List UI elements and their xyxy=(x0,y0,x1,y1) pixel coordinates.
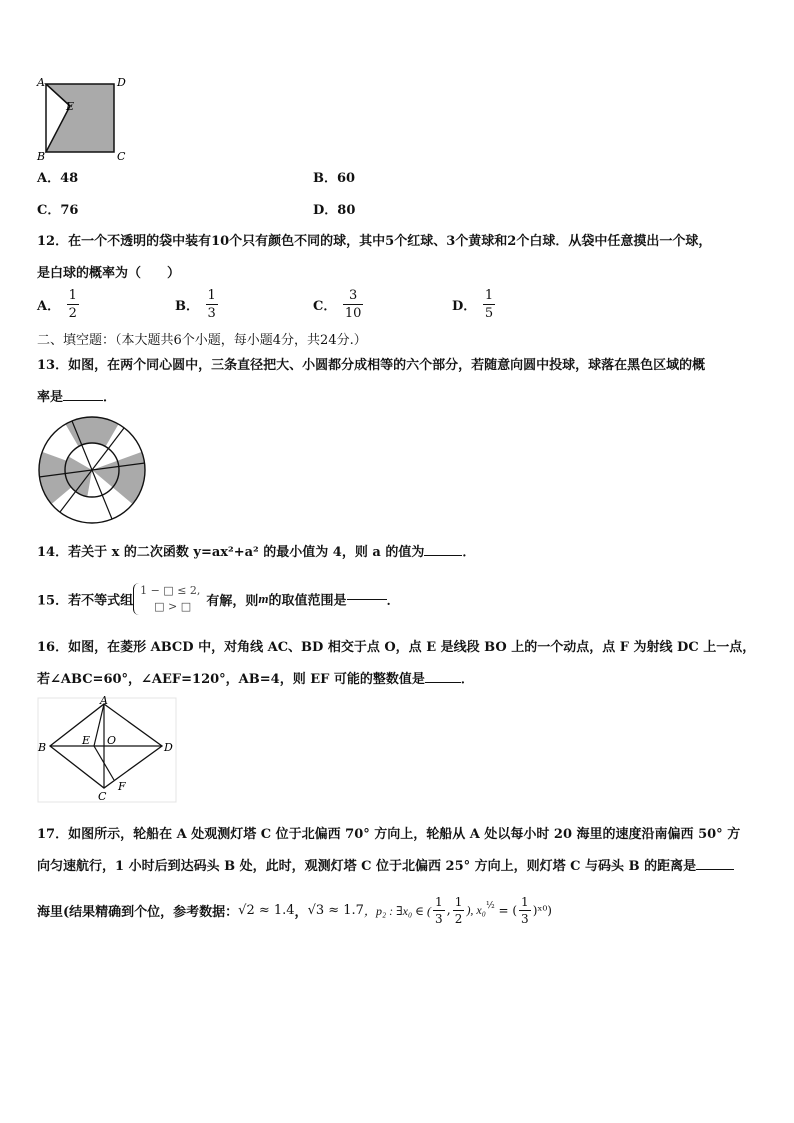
q11-label-a: A xyxy=(37,76,45,89)
q11-option-b xyxy=(313,167,355,186)
q16-text-line2-end: ． xyxy=(460,672,474,687)
q11-option-c-letter: C． xyxy=(37,203,61,218)
q12-option-a-num: 1 xyxy=(68,288,77,303)
q11-label-b: B xyxy=(37,150,46,163)
q16-text-line2 xyxy=(37,668,474,687)
q11-label-e: E xyxy=(66,100,75,113)
q12-option-d-fraction xyxy=(483,289,495,320)
q12-option-c xyxy=(313,289,365,320)
q17-fraction-1 xyxy=(433,896,445,925)
q16-label-c: C xyxy=(98,790,107,803)
q13-text-line1: 13．如图，在两个同心圆中，三条直径把大、小圆都分成相等的六个部分，若随意向圆中投球，球落在黑色区域的概 xyxy=(37,358,706,373)
q13-answer-blank xyxy=(63,400,103,401)
q11-option-a-value: 48 xyxy=(60,171,79,186)
q12-option-a-letter: A． xyxy=(37,299,61,314)
q16-label-f: F xyxy=(118,780,126,793)
q16-text-line1: 16．如图，在菱形 ABCD 中，对角线 AC、BD 相交于点 O，点 E 是线段 BO 上的一个动点，点 F 为射线 DC 上一点， xyxy=(37,640,756,655)
q17-fraction-3-num: 1 xyxy=(521,895,529,909)
q15-inequality-row2: □ > □ xyxy=(154,600,192,613)
q17-fraction-2-num: 1 xyxy=(454,895,463,909)
q17-line3-lead: 海里(结果精确到个位，参考数据： xyxy=(37,905,239,920)
q11-option-b-value: 60 xyxy=(337,171,356,186)
q17-sqrt2: √2 ≈ 1.4 xyxy=(238,903,295,918)
q14-text-end: ． xyxy=(462,545,476,560)
q13-figure xyxy=(34,414,150,526)
q17-fraction-1-den: 3 xyxy=(435,912,443,926)
q12-option-d xyxy=(452,289,497,320)
q17-fraction-3-den: 3 xyxy=(521,912,529,926)
q17-p2-lead: ，p₂ : ∃x₀ ∈ ( xyxy=(363,904,432,918)
q12-option-d-letter: D． xyxy=(452,299,477,314)
q12-option-a xyxy=(37,289,81,320)
q16-figure xyxy=(34,694,180,806)
q15-prefix: 15．若不等式组 xyxy=(37,593,134,609)
q11-figure xyxy=(34,76,134,164)
q12-text-line2: 是白球的概率为（ ） xyxy=(37,266,181,281)
q11-option-d-letter: D． xyxy=(313,203,338,218)
section-2-heading: 二、填空题：（本大题共6个小题，每小题4分，共24分.） xyxy=(37,333,367,348)
q12-option-b-fraction xyxy=(206,289,218,320)
q17-sqrt3: √3 ≈ 1.7 xyxy=(307,903,364,918)
q11-label-c: C xyxy=(117,150,126,163)
q17-separator: ， xyxy=(294,905,308,920)
q17-text-line3 xyxy=(37,896,552,925)
q12-option-b-den: 3 xyxy=(207,306,216,321)
q16-label-o: O xyxy=(107,734,117,747)
q16-answer-blank xyxy=(425,682,461,683)
q13-outer-shaded-sector-1 xyxy=(66,417,119,447)
q15-inequality-row1: 1 − □ ≤ 2, xyxy=(140,584,201,597)
q17-p2-mid: ), x₀ xyxy=(466,903,486,917)
q12-option-a-den: 2 xyxy=(68,306,77,321)
q12-option-d-den: 5 xyxy=(484,306,494,321)
q12-option-c-letter: C． xyxy=(313,299,337,314)
q13-text-line2-lead: 率是 xyxy=(37,390,64,405)
q15-answer-blank xyxy=(347,599,387,600)
q11-option-c xyxy=(37,199,78,218)
q12-option-c-fraction xyxy=(343,289,364,320)
q12-option-c-den: 10 xyxy=(344,306,362,321)
q17-answer-blank xyxy=(696,869,734,870)
q16-label-d: D xyxy=(164,741,173,754)
q12-option-b-num: 1 xyxy=(207,288,216,303)
q15-var-m: m xyxy=(258,591,269,606)
q12-option-c-num: 3 xyxy=(349,288,358,303)
q16-label-a: A xyxy=(100,694,108,707)
q15-inequality-system xyxy=(133,583,200,615)
q11-option-a xyxy=(37,167,78,186)
q16-label-e: E xyxy=(82,734,91,747)
q12-option-b xyxy=(175,289,220,320)
q14-answer-blank xyxy=(424,555,462,556)
q12-option-a-fraction xyxy=(67,289,79,320)
q17-exponent: ½ xyxy=(485,901,495,911)
q17-text-line2-lead: 向匀速航行，1 小时后到达码头 B 处，此时，观测灯塔 C 位于北偏西 25° 方向上，则灯塔 C 与码头 B 的距离是 xyxy=(37,859,697,874)
q12-text-line1: 12．在一个不透明的袋中装有10个只有颜色不同的球，其中5个红球、3个黄球和2个白球．从袋中任意摸出一个球， xyxy=(37,234,712,249)
q17-fraction-3 xyxy=(519,896,531,925)
q11-option-b-letter: B． xyxy=(313,171,337,186)
q17-equals: = ( xyxy=(494,903,518,918)
q15-suffix-b: 的取值范围是 xyxy=(268,593,347,609)
q15-suffix-a: 有解，则 xyxy=(206,593,259,609)
q13-text-line2 xyxy=(37,386,116,405)
q17-fraction-2 xyxy=(453,896,465,925)
q11-option-c-value: 76 xyxy=(60,203,79,218)
q17-tail: )ˣ⁰) xyxy=(532,903,552,918)
q13-text-line2-end: ． xyxy=(103,390,117,405)
q11-option-d-value: 80 xyxy=(337,203,356,218)
q11-label-d: D xyxy=(117,76,126,89)
q14-text-lead: 14．若关于 x 的二次函数 y=ax²+a² 的最小值为 4，则 a 的值为 xyxy=(37,545,425,560)
q16-label-b: B xyxy=(38,741,47,754)
q11-option-d xyxy=(313,199,355,218)
q17-fraction-2-den: 2 xyxy=(454,912,463,926)
q14-text xyxy=(37,541,475,560)
q12-option-d-num: 1 xyxy=(484,288,494,303)
q16-text-line2-lead: 若∠ABC=60°，∠AEF=120°，AB=4，则 EF 可能的整数值是 xyxy=(37,672,425,687)
q15-text xyxy=(37,583,400,615)
q17-comma: , xyxy=(446,903,451,918)
q11-option-a-letter: A． xyxy=(37,171,61,186)
q17-fraction-1-num: 1 xyxy=(435,895,443,909)
q17-text-line1: 17．如图所示，轮船在 A 处观测灯塔 C 位于北偏西 70° 方向上，轮船从 A 处以每小时 20 海里的速度沿南偏西 50° 方 xyxy=(37,827,741,842)
q15-end: ． xyxy=(386,593,400,609)
q17-text-line2 xyxy=(37,855,734,874)
q12-option-b-letter: B． xyxy=(175,299,199,314)
